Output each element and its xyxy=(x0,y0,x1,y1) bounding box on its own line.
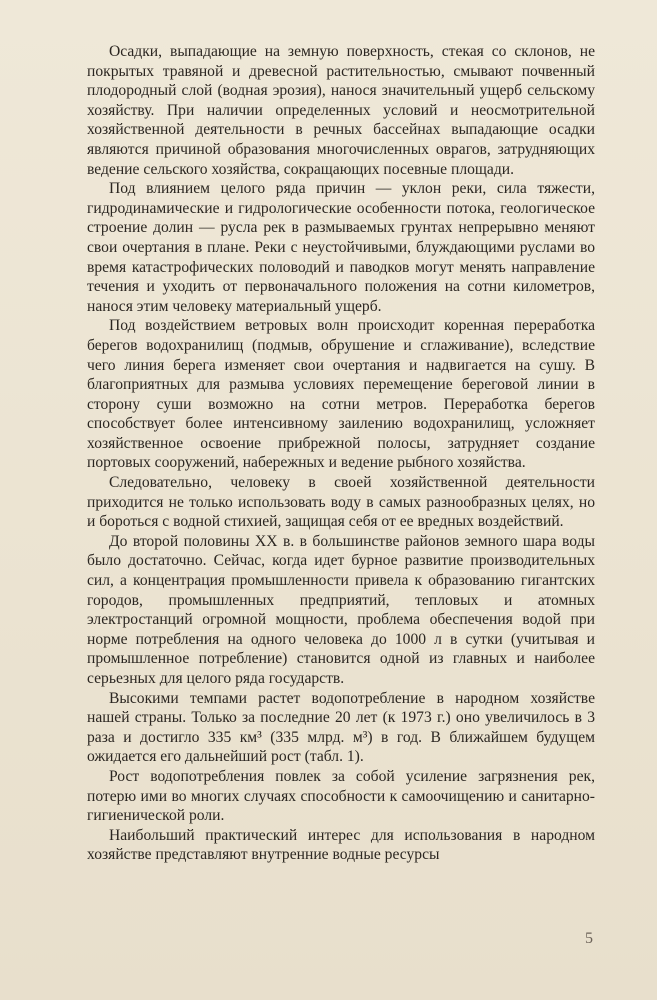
paragraph-inland-resources: Наибольший практический интерес для использования в народном хозяйстве представляют внутренние водные ресурсы xyxy=(87,826,595,864)
paragraph-conclusion: Следовательно, человеку в своей хозяйственной деятельности приходится не только использовать воду в самых разнообразных целях, но и бороться с водной стихией, защищая себя от ее вредных воздействий. xyxy=(87,474,595,531)
page-number: 5 xyxy=(585,930,593,947)
paragraph-erosion: Осадки, выпадающие на земную поверхность, стекая со склонов, не покрытых травяной и древесной растительностью, смывают почвенный плодородный слой (водная эрозия), нанося значительный ущерб сельскому хозяйству. При наличии определенных условий и неосмотрительной хозяйственной деятельности в речных бассейнах выпадающие осадки являются причиной образования многочисленных оврагов, затрудняющих ведение сельского хозяйства, сокращающих посевные площади. xyxy=(87,43,595,178)
paragraph-river-channels: Под влиянием целого ряда причин — уклон реки, сила тяжести, гидродинамические и гидрологические особенности потока, геологическое строение долин — русла рек в размываемых грунтах непрерывно меняют свои очертания в плане. Реки с неустойчивыми, блуждающими руслами во время катастрофических половодий и паводков могут менять направление течения и уходить от первоначального положения на сотни километров, нанося этим человеку материальный ущерб. xyxy=(87,180,595,315)
paragraph-shore-reworking: Под воздействием ветровых волн происходит коренная переработка берегов водохранилищ (подмыв, обрушение и сглаживание), вследствие чего линия берега изменяет свои очертания и надвигается на сушу. В благоприятных для размыва условиях перемещение береговой линии в сторону суши возможно на сотни метров. Переработка берегов способствует более интенсивному заилению водохранилищ, усложняет хозяйственное освоение прибрежной полосы, затрудняет создание портовых сооружений, набережных и ведение рыбного хозяйства. xyxy=(87,317,595,472)
paragraph-consumption-growth: Высокими темпами растет водопотребление в народном хозяйстве нашей страны. Только за последние 20 лет (к 1973 г.) оно увеличилось в 3 раза и достигло 335 км³ (335 млрд. м³) в год. В ближайшем будущем ожидается его дальнейший рост (табл. 1). xyxy=(87,689,595,766)
body-text xyxy=(87,42,595,865)
paragraph-pollution: Рост водопотребления повлек за собой усиление загрязнения рек, потерю ими во многих случаях способности к самоочищению и санитарно-гигиенической роли. xyxy=(87,767,595,825)
paragraph-water-supply: До второй половины XX в. в большинстве районов земного шара воды было достаточно. Сейчас, когда идет бурное развитие производительных сил, а концентрация промышленности привела к образованию гигантских городов, промышленных предприятий, тепловых и атомных электростанций огромной мощности, проблема обеспечения водой при норме потребления на одного человека до 1000 л в сутки (учитывая и промышленное потребление) становится одной из главных и наиболее серьезных для целого ряда государств. xyxy=(87,532,595,687)
